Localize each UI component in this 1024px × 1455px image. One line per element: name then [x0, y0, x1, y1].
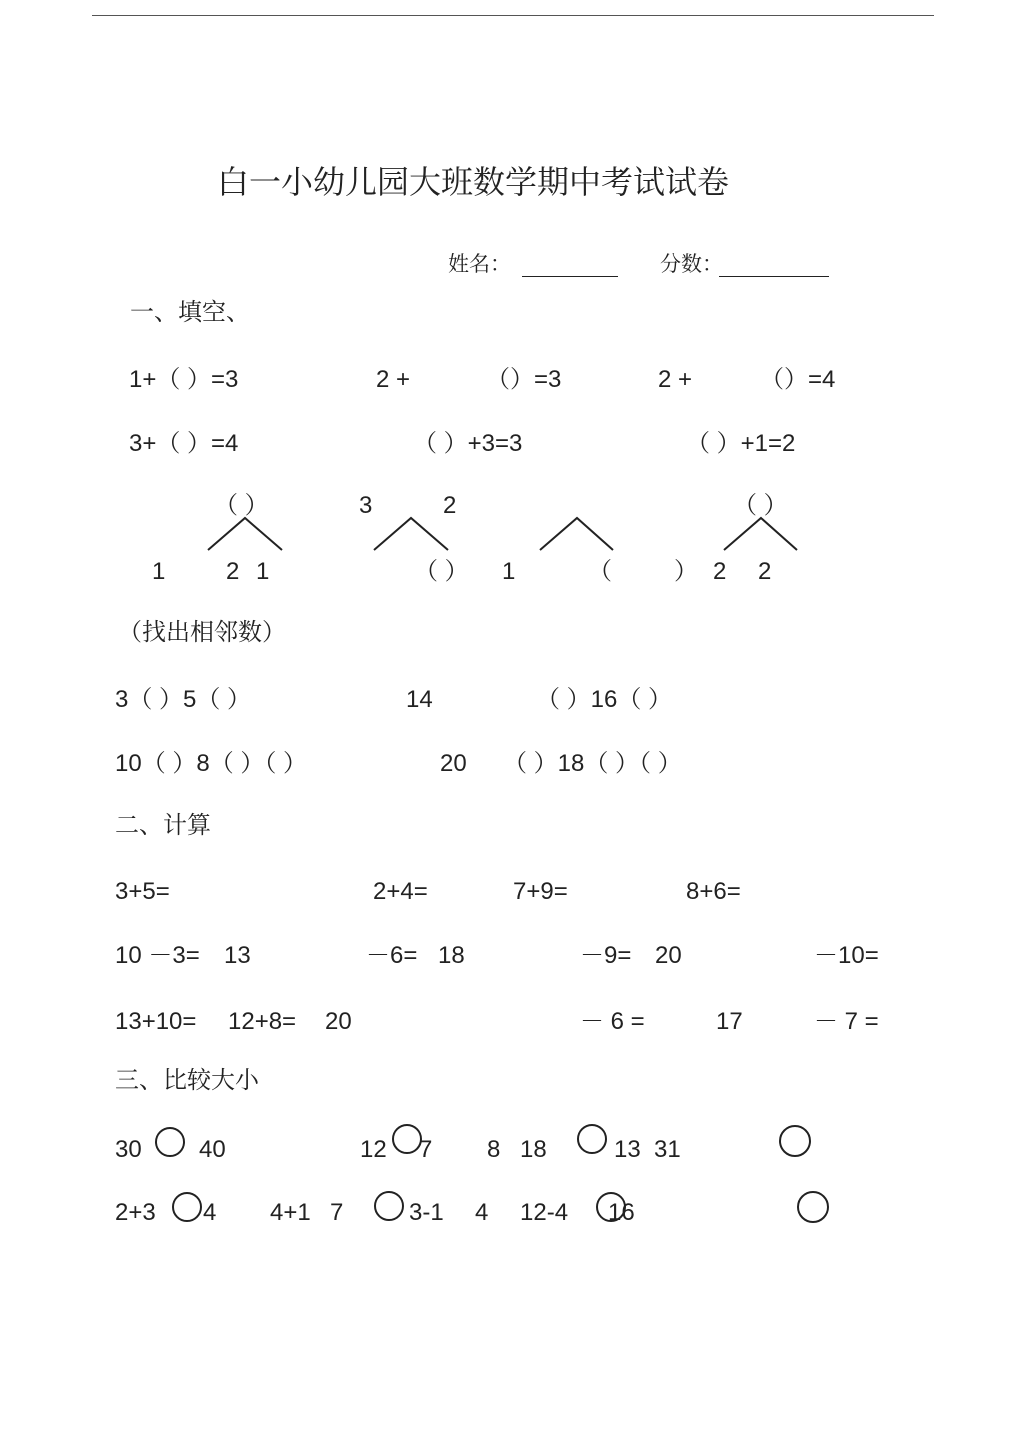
compare-circle[interactable] [173, 1193, 201, 1221]
fill-item: （ ）+3=3 [413, 430, 523, 457]
calc-item: 13+10= [115, 1008, 197, 1035]
calc-item: 20 [655, 942, 682, 969]
split-bottom: 1 [152, 558, 166, 585]
neighbors-item: （ ）18（ ）（ ） [503, 750, 682, 777]
calc-item: － 7 = [814, 1008, 879, 1035]
calc-item: 18 [438, 942, 465, 969]
fill-item: 2 + [658, 366, 693, 393]
fill-item: （）=4 [760, 366, 836, 393]
calc-item: 8+6= [686, 878, 741, 905]
section-heading-calc: 二、计算 [115, 811, 211, 839]
compare-item: 4+1 [270, 1199, 311, 1226]
compare-item: 2+3 [115, 1199, 156, 1226]
fill-item: （ ）+1=2 [686, 430, 796, 457]
compare-circle[interactable] [780, 1126, 810, 1156]
compare-item: 12 [360, 1136, 387, 1163]
split-bottom: （ ） [414, 558, 469, 585]
compare-circle[interactable] [375, 1192, 403, 1220]
section-heading-fill: 一、填空、 [130, 298, 250, 326]
calc-item: 12+8= [228, 1008, 297, 1035]
calc-item: 10 －3= [115, 942, 200, 969]
neighbors-heading: （找出相邻数） [118, 618, 286, 646]
fill-item: （）=3 [486, 366, 562, 393]
compare-item: 8 [487, 1136, 501, 1163]
compare-item: 30 [115, 1136, 142, 1163]
split-bottom: 2 [713, 558, 727, 585]
neighbors-item: 20 [440, 750, 467, 777]
calc-item: 17 [716, 1008, 743, 1035]
split-bottom: 2 [226, 558, 240, 585]
split-bottom: ） [674, 558, 698, 585]
compare-item: 3-1 [409, 1199, 444, 1226]
fill-item: 2 + [376, 366, 411, 393]
compare-item: 7 [419, 1136, 433, 1163]
calc-item: 7+9= [513, 878, 568, 905]
section-heading-compare: 三、比较大小 [115, 1066, 259, 1094]
compare-circle[interactable] [156, 1128, 184, 1156]
calc-item: －10= [814, 942, 879, 969]
neighbors-item: 14 [406, 686, 433, 713]
split-top: （ ） [214, 492, 269, 519]
calc-item: 13 [224, 942, 251, 969]
name-label: 姓名： [448, 252, 511, 276]
calc-item: －9= [580, 942, 632, 969]
split-top: （ ） [733, 492, 788, 519]
compare-item: 18 [520, 1136, 547, 1163]
split-bottom: 1 [502, 558, 516, 585]
compare-item: 4 [203, 1199, 217, 1226]
calc-item: 3+5= [115, 878, 170, 905]
neighbors-item: （ ）16（ ） [536, 686, 673, 713]
split-bottom: （ [588, 558, 612, 585]
score-label: 分数： [660, 252, 723, 276]
compare-circle[interactable] [798, 1192, 828, 1222]
compare-item: 13 [614, 1136, 641, 1163]
compare-circle[interactable] [393, 1125, 421, 1153]
split-top: 3 [359, 492, 373, 519]
compare-item: 7 [330, 1199, 344, 1226]
split-bottom: 1 [256, 558, 270, 585]
compare-circle[interactable] [578, 1125, 606, 1153]
fill-item: 1+（ ）=3 [129, 366, 239, 393]
compare-item: 16 [608, 1199, 635, 1226]
calc-item: 20 [325, 1008, 352, 1035]
compare-item: 31 [654, 1136, 681, 1163]
neighbors-item: 10（ ）8（ ）（ ） [115, 750, 308, 777]
calc-item: －6= [366, 942, 418, 969]
compare-item: 12-4 [520, 1199, 569, 1226]
split-bottom: 2 [758, 558, 772, 585]
page-title: 白一小幼儿园大班数学期中考试试卷 [217, 163, 730, 201]
split-top: 2 [443, 492, 457, 519]
calc-item: － 6 = [580, 1008, 645, 1035]
fill-item: 3+（ ）=4 [129, 430, 239, 457]
calc-item: 2+4= [373, 878, 428, 905]
neighbors-item: 3（ ）5（ ） [115, 686, 252, 713]
compare-item: 4 [475, 1199, 489, 1226]
compare-item: 40 [199, 1136, 226, 1163]
compare-circle[interactable] [597, 1193, 625, 1221]
